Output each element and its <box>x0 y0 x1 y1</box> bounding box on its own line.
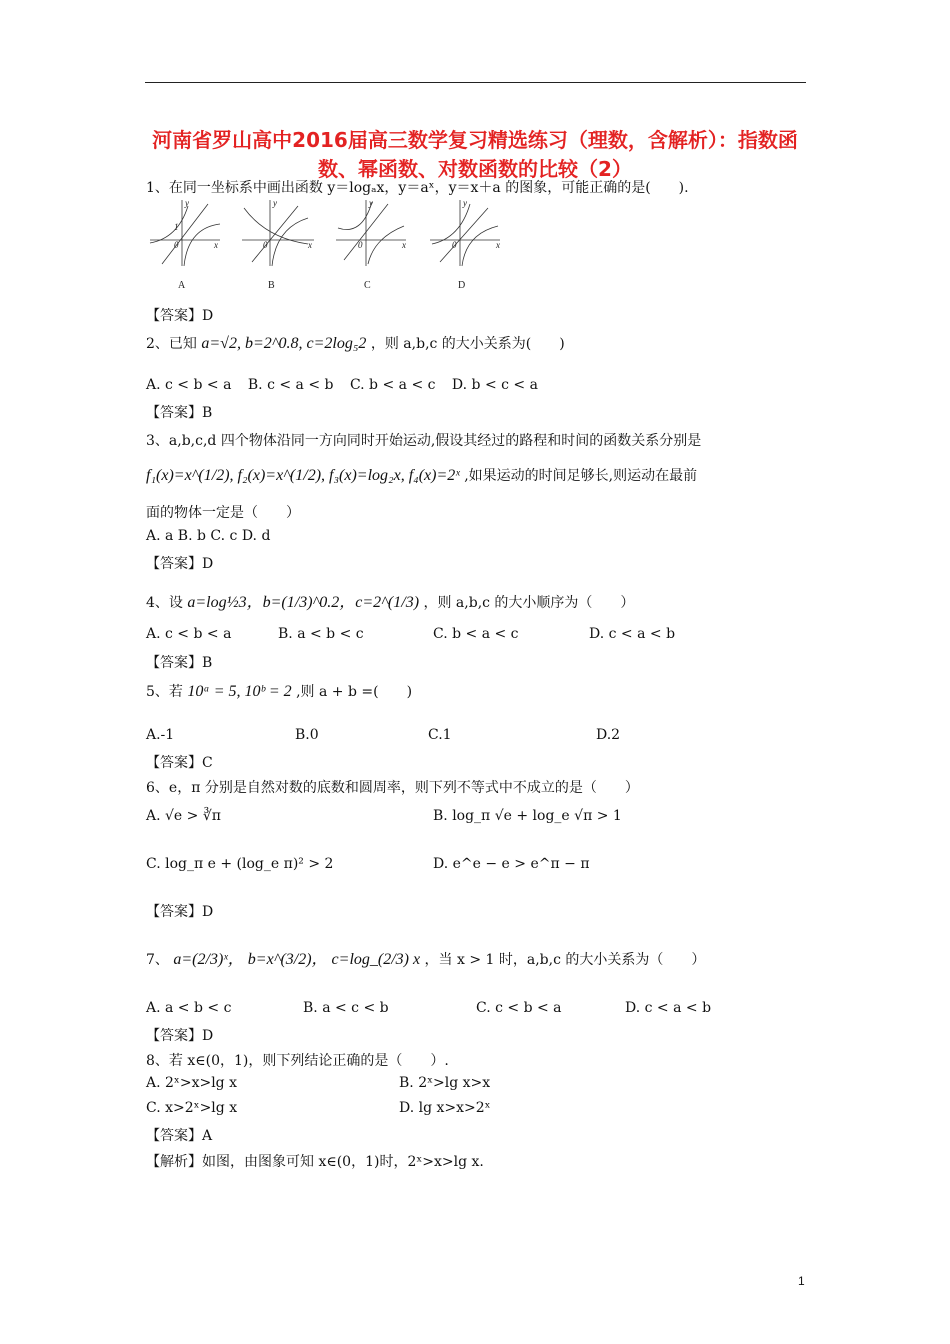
q5-stem-suffix: ,则 a + b =( ) <box>296 684 413 700</box>
q2-option-b: B. c < a < b <box>247 377 334 393</box>
q3-stem-suffix: ,如果运动的时间足够长,则运动在最前 <box>464 468 698 484</box>
svg-text:0: 0 <box>452 240 457 250</box>
graph-label-c: C <box>364 280 371 291</box>
svg-text:x: x <box>308 240 312 250</box>
q4-answer: 【答案】B <box>146 655 213 671</box>
q7-option-b: B. a < c < b <box>303 1000 389 1016</box>
q7-stem-math: a=(2/3)ˣ， b=x^(3/2)， c=log_(2/3) x <box>173 951 421 968</box>
page-number: 1 <box>798 1274 805 1288</box>
q6-option-c: C. log_π e + (log_e π)² > 2 <box>146 856 334 872</box>
q8-option-b: B. 2ˣ>lg x>x <box>399 1075 491 1091</box>
q4-option-b: B. a < b < c <box>278 626 364 642</box>
graph-label-a: A <box>178 280 186 291</box>
q1-stem: 1、在同一坐标系中画出函数 y＝logₐx，y＝aˣ，y＝x＋a 的图象，可能正确的是( ). <box>146 180 689 196</box>
q8-analysis: 【解析】如图，由图象可知 x∈(0，1)时，2ˣ>x>lg x. <box>146 1154 484 1170</box>
q5-stem-math: 10ᵃ = 5, 10ᵇ = 2 <box>187 683 292 700</box>
q3-answer: 【答案】D <box>146 556 214 572</box>
svg-text:y: y <box>273 198 277 208</box>
q2-options <box>146 377 538 393</box>
q5-stem-prefix: 5、若 <box>146 684 183 700</box>
q6-option-d: D. e^e − e > e^π − π <box>433 856 590 872</box>
q8-option-c: C. x>2ˣ>lg x <box>146 1100 238 1116</box>
svg-text:y: y <box>185 198 189 208</box>
q3-stem-line2 <box>146 465 697 485</box>
svg-text:y: y <box>369 198 373 208</box>
q2-stem-suffix: ，则 a,b,c 的大小关系为( ) <box>370 336 565 352</box>
q3-stem-line3: 面的物体一定是（ ） <box>146 505 300 521</box>
q7-stem-suffix: ，当 x > 1 时，a,b,c 的大小关系为（ ） <box>424 952 706 968</box>
q7-stem <box>146 946 705 969</box>
q8-stem: 8、若 x∈(0，1)，则下列结论正确的是（ ）. <box>146 1053 449 1069</box>
q7-option-a: A. a < b < c <box>146 1000 232 1016</box>
q6-option-b: B. log_π √e + log_e √π > 1 <box>433 808 622 824</box>
q2-option-d: D. b < c < a <box>451 377 538 393</box>
q2-option-c: C. b < a < c <box>349 377 436 393</box>
q6-stem: 6、e，π 分别是自然对数的底数和圆周率，则下列不等式中不成立的是（ ） <box>146 780 639 796</box>
q7-option-c: C. c < b < a <box>476 1000 562 1016</box>
q3-stem-math: f₁(x)=x^(1/2), f₂(x)=x^(1/2), f₃(x)=log₂x, f₄(x)=2ˣ <box>146 467 460 484</box>
svg-text:x: x <box>402 240 406 250</box>
q4-option-d: D. c < a < b <box>589 626 676 642</box>
q8-option-a: A. 2ˣ>x>lg x <box>146 1075 237 1091</box>
q2-stem <box>146 333 565 353</box>
header-rule <box>145 82 806 83</box>
q4-stem-suffix: ，则 a,b,c 的大小顺序为（ ） <box>423 595 635 611</box>
q3-stem-line1: 3、a,b,c,d 四个物体沿同一方向同时开始运动,假设其经过的路程和时间的函数关系分别是 <box>146 433 702 449</box>
svg-text:x: x <box>214 240 218 250</box>
q2-stem-math: a=√2, b=2^0.8, c=2log₅2 <box>201 335 367 352</box>
q6-answer: 【答案】D <box>146 904 214 920</box>
q7-stem-prefix: 7、 <box>146 952 169 968</box>
svg-text:1: 1 <box>174 222 179 232</box>
q1-graph-options <box>148 198 518 296</box>
q4-stem <box>146 589 634 612</box>
svg-text:y: y <box>463 198 467 208</box>
q8-answer: 【答案】A <box>146 1128 213 1144</box>
q4-stem-math: a=log½3，b=(1/3)^0.2，c=2^(1/3) <box>187 594 420 611</box>
q4-option-a: A. c < b < a <box>146 626 232 642</box>
svg-text:0: 0 <box>174 240 179 250</box>
q2-answer: 【答案】B <box>146 405 213 421</box>
graph-label-d: D <box>458 280 466 291</box>
svg-text:0: 0 <box>263 240 268 250</box>
q5-option-b: B.0 <box>295 727 319 743</box>
q2-option-a: A. c < b < a <box>146 377 232 393</box>
q2-stem-prefix: 2、已知 <box>146 336 197 352</box>
q8-option-d: D. lg x>x>2ˣ <box>399 1100 491 1116</box>
q4-option-c: C. b < a < c <box>433 626 519 642</box>
q5-option-c: C.1 <box>428 727 452 743</box>
q5-option-d: D.2 <box>596 727 621 743</box>
svg-text:x: x <box>496 240 500 250</box>
q6-option-a: A. √e > ∛π <box>146 808 221 824</box>
svg-text:0: 0 <box>358 240 363 250</box>
graph-label-b: B <box>268 280 275 291</box>
q3-options: A. a B. b C. c D. d <box>146 528 271 544</box>
q1-answer: 【答案】D <box>146 308 214 324</box>
q5-stem <box>146 681 412 701</box>
q7-answer: 【答案】D <box>146 1028 214 1044</box>
q5-option-a: A.-1 <box>146 727 175 743</box>
document-title: 河南省罗山高中2016届高三数学复习精选练习（理数，含解析）：指数函数、幂函数、对数函数的比较（2） <box>152 128 798 181</box>
q7-option-d: D. c < a < b <box>625 1000 712 1016</box>
q4-stem-prefix: 4、设 <box>146 595 183 611</box>
q5-answer: 【答案】C <box>146 755 213 771</box>
